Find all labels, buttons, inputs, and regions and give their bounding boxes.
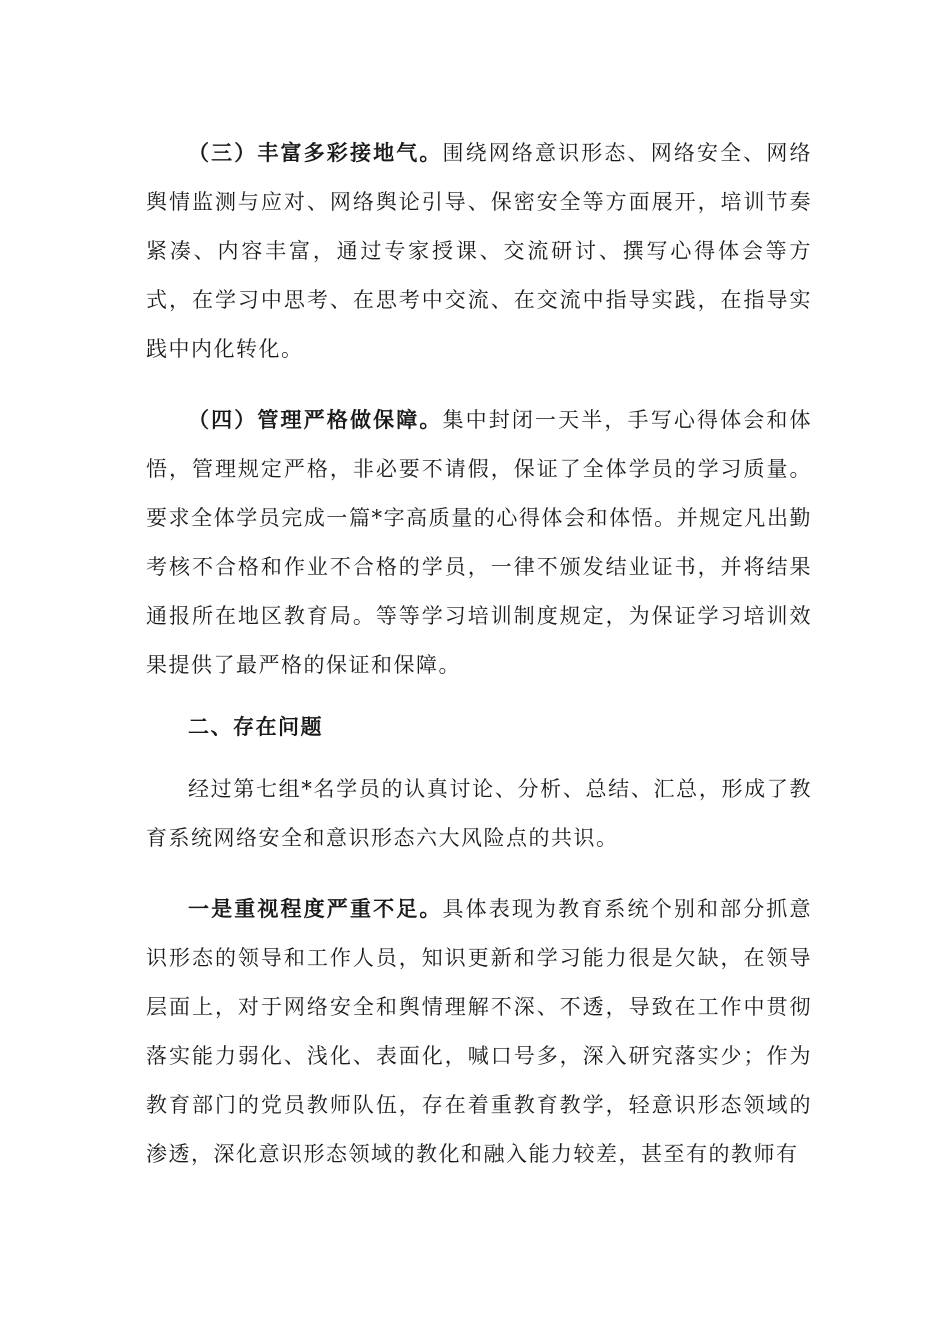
paragraph-four-lead: （四）管理严格做保障。 (188, 407, 443, 432)
paragraph-four (146, 395, 812, 690)
paragraph-three (146, 128, 812, 374)
point-one-paragraph (146, 884, 812, 1179)
paragraph-three-text: 围绕网络意识形态、网络安全、网络舆情监测与应对、网络舆论引导、保密安全等方面展开，培训节奏紧凑、内容丰富，通过专家授课、交流研讨、撰写心得体会等方式，在学习中思考、在思考中交流、在交流中指导实践，在指导实践中内化转化。 (146, 141, 813, 361)
intro-paragraph: 经过第七组*名学员的认真讨论、分析、总结、汇总，形成了教育系统网络安全和意识形态六大风险点的共识。 (146, 777, 812, 850)
point-one-lead: 一是重视程度严重不足。 (188, 896, 443, 921)
section-heading: 二、存在问题 (188, 715, 323, 739)
point-one-text: 具体表现为教育系统个别和部分抓意识形态的领导和工作人员，知识更新和学习能力很是欠缺，在领导层面上，对于网络安全和舆情理解不深、不透，导致在工作中贯彻落实能力弱化、浅化、表面化，喊口号多，深入研究落实少；作为教育部门的党员教师队伍，存在着重教育教学，轻意识形态领域的渗透，深化意识形态领域的教化和融入能力较差，甚至有的教师有 (146, 897, 813, 1166)
document-page (146, 128, 812, 1179)
paragraph-four-text: 集中封闭一天半，手写心得体会和体悟，管理规定严格，非必要不请假，保证了全体学员的学习质量。要求全体学员完成一篇*字高质量的心得体会和体悟。并规定凡出勤考核不合格和作业不合格的学员，一律不颁发结业证书，并将结果通报所在地区教育局。等等学习培训制度规定，为保证学习培训效果提供了最严格的保证和保障。 (146, 408, 813, 677)
paragraph-three-lead: （三）丰富多彩接地气。 (188, 140, 443, 165)
